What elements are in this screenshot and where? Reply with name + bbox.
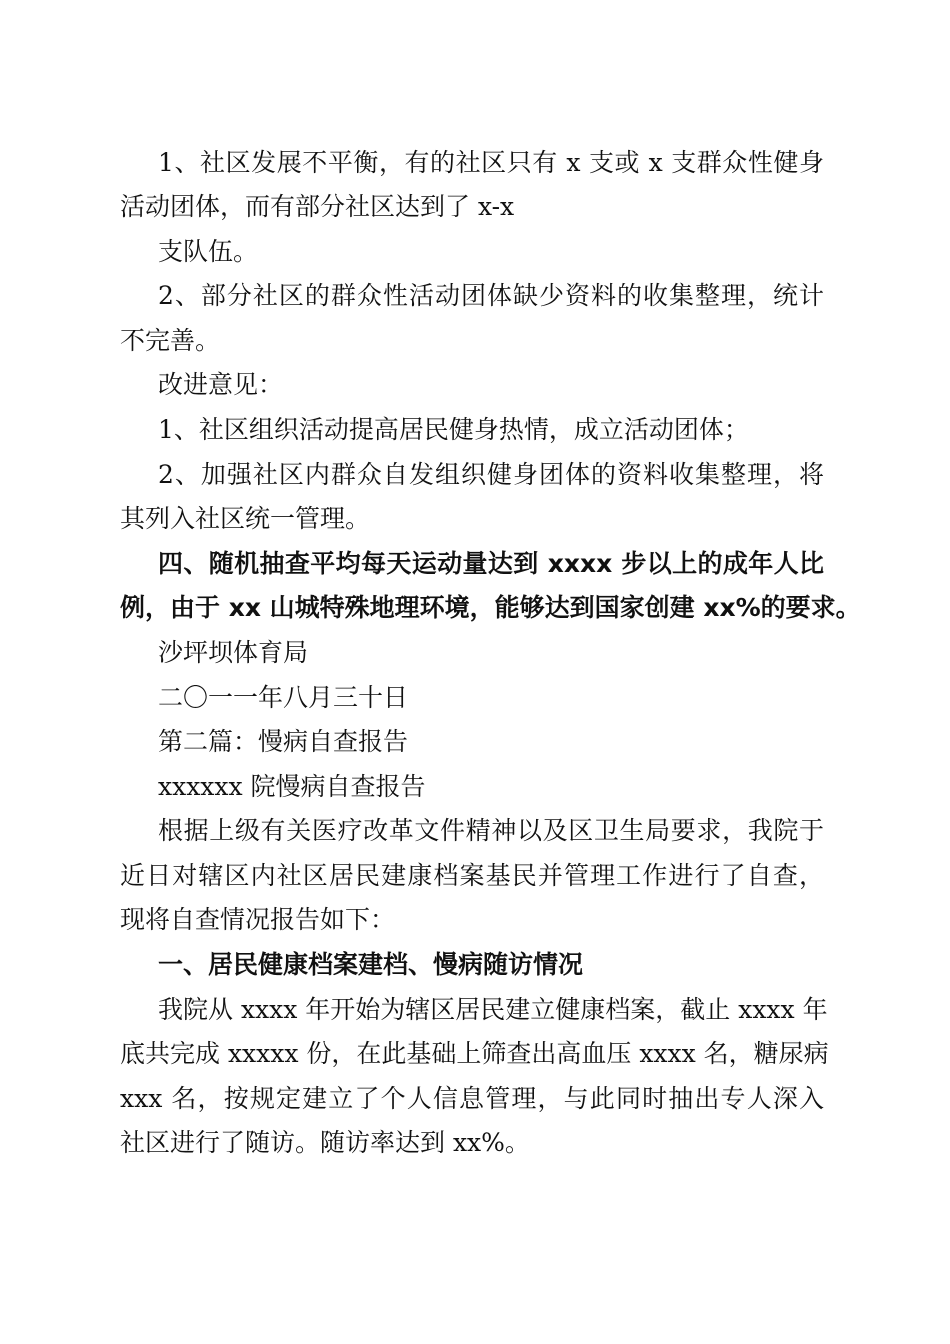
section-heading: 例，由于 xx 山城特殊地理环境，能够达到国家创建 xx%的要求。 <box>120 593 861 622</box>
paragraph-line: xxx 名，按规定建立了个人信息管理，与此同时抽出专人深入 <box>120 1084 824 1113</box>
paragraph-line: 社区进行了随访。随访率达到 xx%。 <box>120 1128 530 1157</box>
signature-date: 二〇一一年八月三十日 <box>158 683 409 712</box>
section-label: 改进意见： <box>158 370 284 399</box>
paragraph-line: 2、部分社区的群众性活动团体缺少资料的收集整理，统计 <box>158 281 824 310</box>
paragraph-line: 现将自查情况报告如下： <box>120 905 396 934</box>
paragraph-line: 底共完成 xxxxx 份，在此基础上筛查出高血压 xxxx 名，糖尿病 <box>120 1039 829 1068</box>
paragraph-line: 不完善。 <box>120 326 221 355</box>
section-heading: 一、居民健康档案建档、慢病随访情况 <box>158 950 584 979</box>
report-title: xxxxxx 院慢病自查报告 <box>158 772 426 801</box>
paragraph-line: 支队伍。 <box>158 237 259 266</box>
paragraph-line: 其列入社区统一管理。 <box>120 504 371 533</box>
paragraph-line: 近日对辖区内社区居民建康档案基民并管理工作进行了自查， <box>120 861 824 890</box>
paragraph-line: 活动团体，而有部分社区达到了 x-x <box>120 192 515 221</box>
paragraph-line: 1、社区组织活动提高居民健身热情，成立活动团体； <box>158 415 749 444</box>
paragraph-line: 1、社区发展不平衡，有的社区只有 x 支或 x 支群众性健身 <box>158 148 824 177</box>
signature-org: 沙坪坝体育局 <box>158 638 309 667</box>
paragraph-line: 2、加强社区内群众自发组织健身团体的资料收集整理，将 <box>158 460 824 489</box>
section-heading: 四、随机抽查平均每天运动量达到 xxxx 步以上的成年人比 <box>158 549 824 578</box>
paragraph-line: 我院从 xxxx 年开始为辖区居民建立健康档案，截止 xxxx 年 <box>158 995 828 1024</box>
chapter-title: 第二篇：慢病自查报告 <box>158 727 409 756</box>
paragraph-line: 根据上级有关医疗改革文件精神以及区卫生局要求，我院于 <box>158 816 824 845</box>
